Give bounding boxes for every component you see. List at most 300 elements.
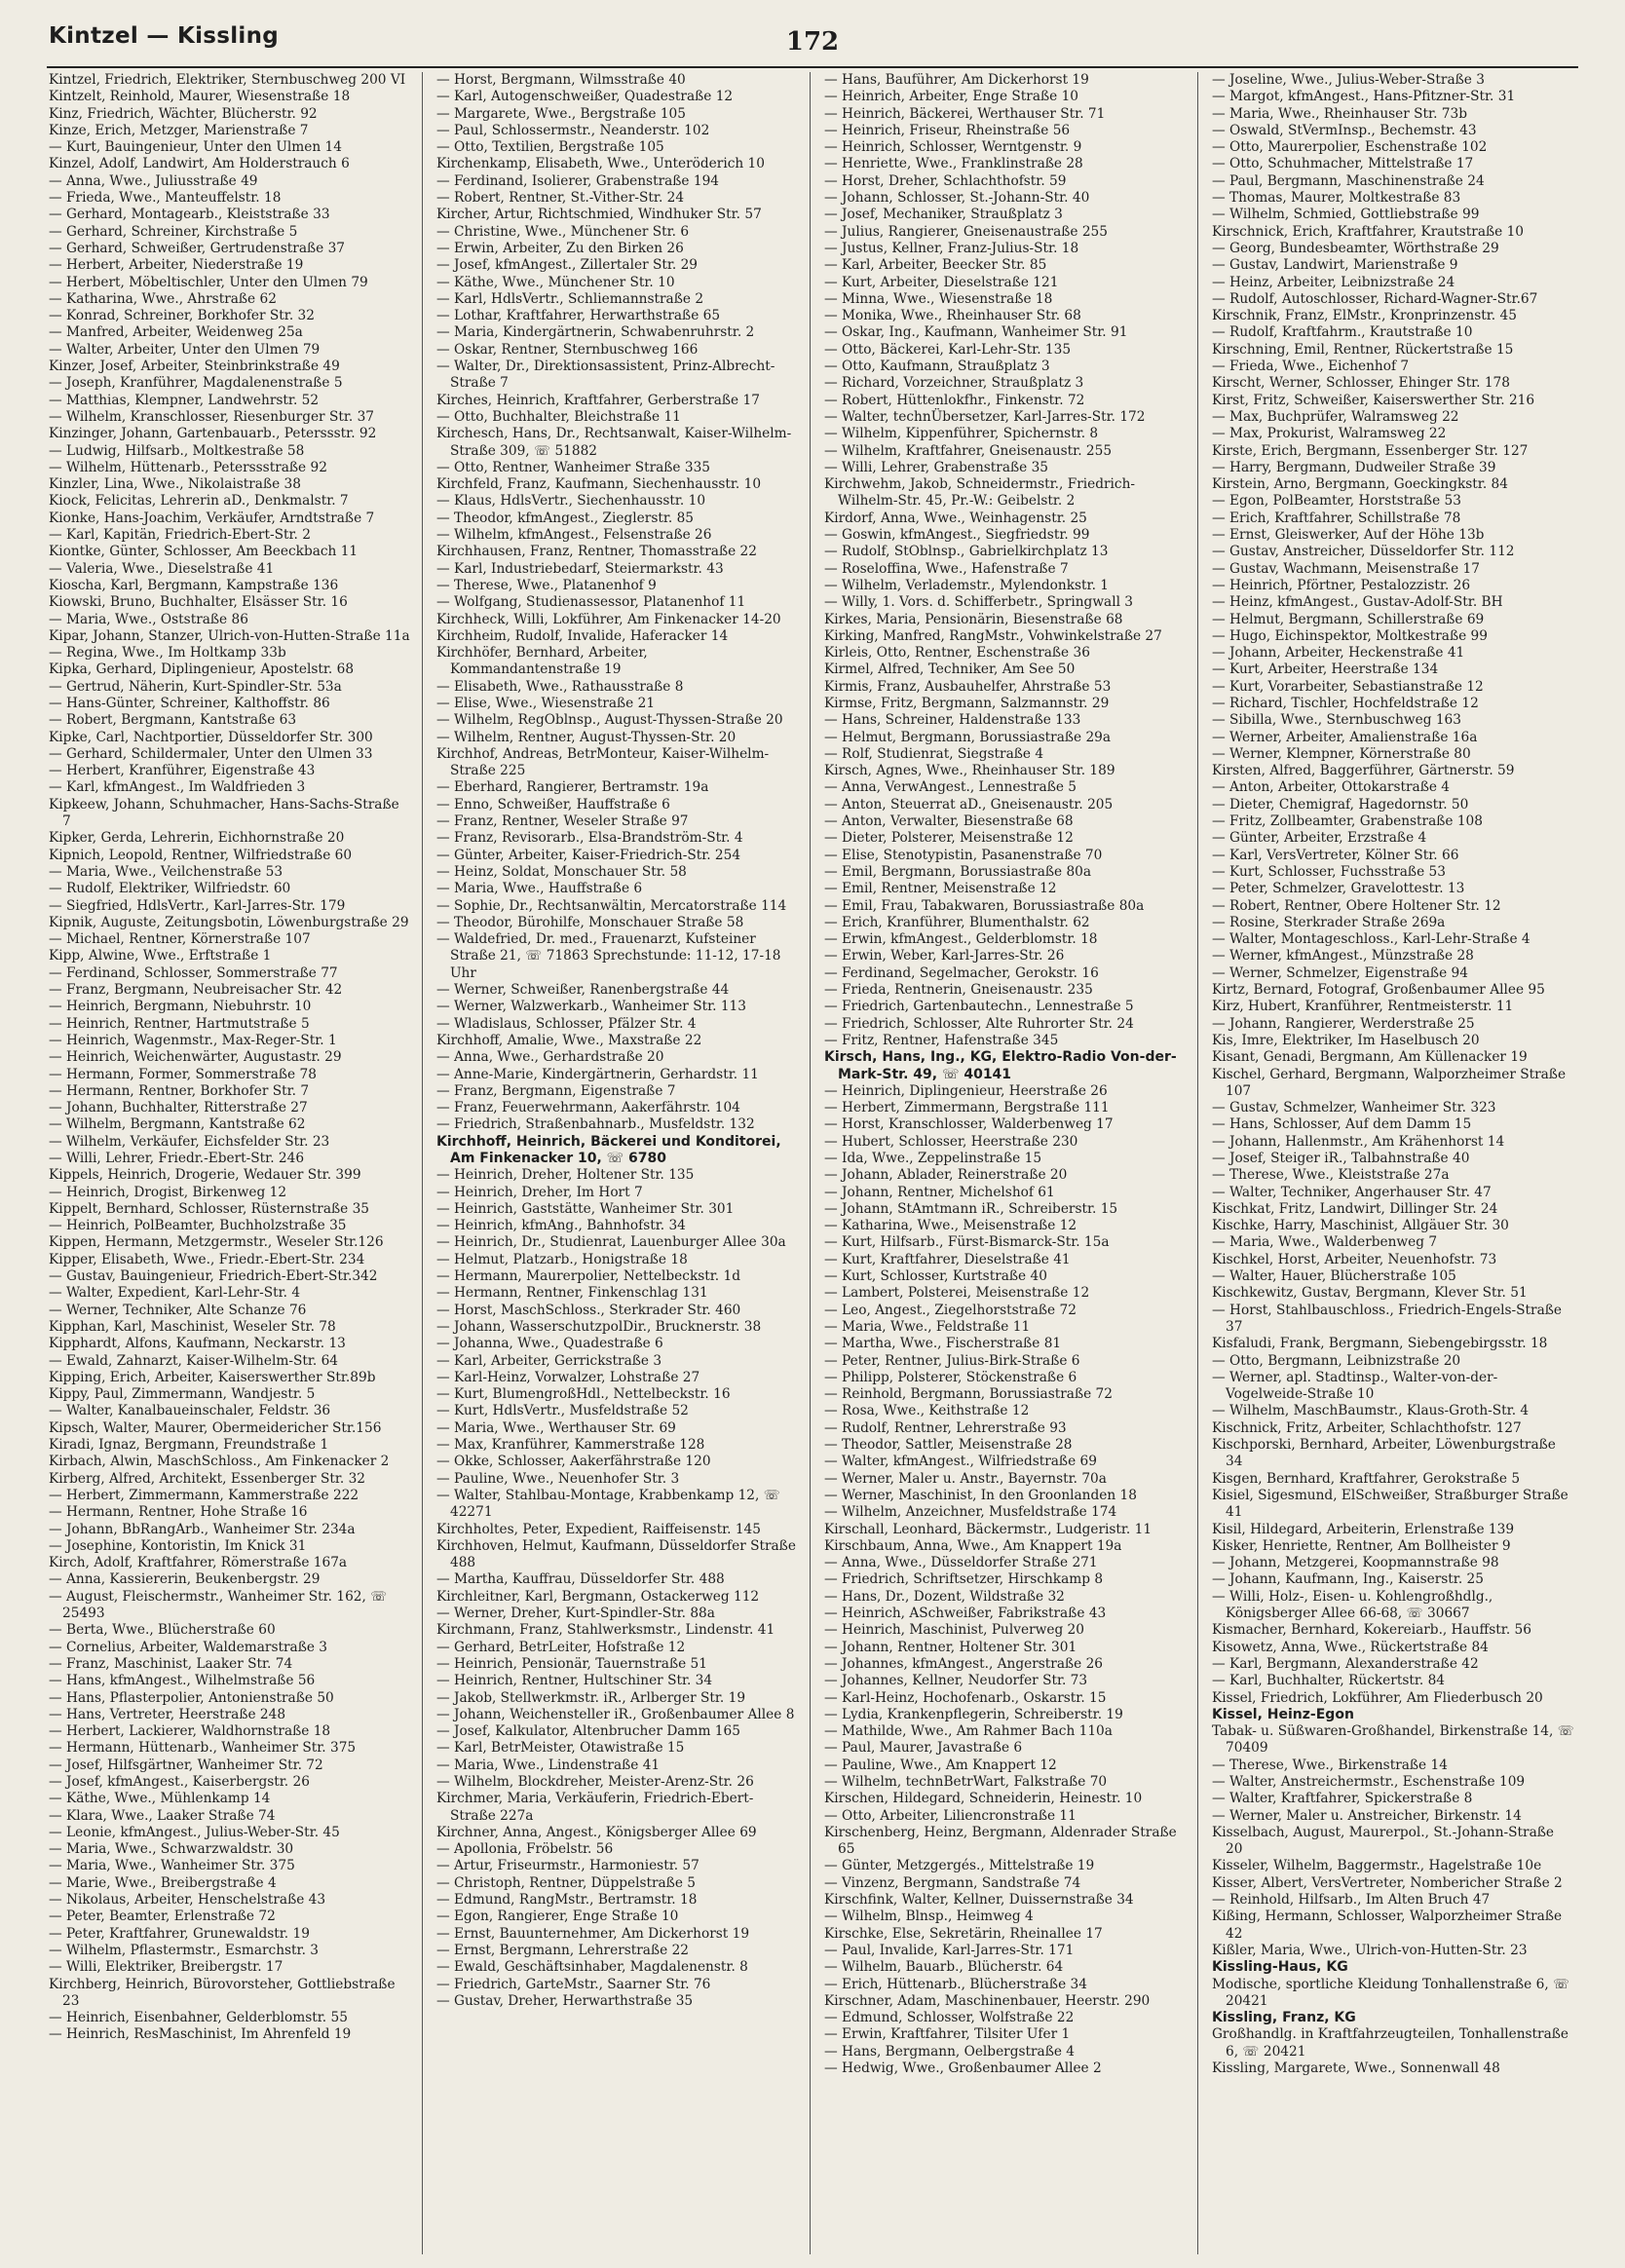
directory-entry: — Kurt, Schlosser, Kurtstraße 40 — [824, 1268, 1047, 1285]
directory-entry: — Heinz, Arbeiter, Leibnizstraße 24 — [1212, 274, 1455, 290]
directory-entry: — Otto, Arbeiter, Liliencronstraße 11 — [824, 1807, 1077, 1824]
directory-entry: — Otto, Textilien, Bergstraße 105 — [436, 139, 664, 156]
directory-entry: Kirchheim, Rudolf, Invalide, Haferacker 14 — [436, 627, 729, 644]
directory-entry: — Wilhelm, RegOblnsp., August-Thyssen-Straße 20 — [436, 712, 783, 729]
directory-entry: — Anton, Steuerrat aD., Gneisenaustr. 205 — [824, 796, 1114, 813]
directory-entry: — Werner, Walzwerkarb., Wanheimer Str. 113 — [436, 999, 746, 1015]
directory-entry: Kirchwehm, Jakob, Schneidermstr., Friedrich-Wilhelm-Str. 45, Pr.-W.: Geibelstr. 2 — [824, 476, 1136, 510]
directory-entry: — Maria, Wwe., Werthauser Str. 69 — [436, 1419, 676, 1436]
directory-entry: — Horst, Dreher, Schlachthofstr. 59 — [824, 172, 1067, 189]
directory-entry: — Heinrich, PolBeamter, Buchholzstraße 35 — [49, 1218, 347, 1234]
directory-entry: — Hermann, Hüttenarb., Wanheimer Str. 375 — [49, 1740, 357, 1757]
directory-entry: — Egon, Rangierer, Enge Straße 10 — [436, 1909, 679, 1925]
directory-entry: — Oskar, Ing., Kaufmann, Wanheimer Str. 91 — [824, 324, 1128, 341]
directory-entry: Kintzel, Friedrich, Elektriker, Sternbuschweg 200 VI — [49, 72, 406, 88]
directory-entry: — Horst, Bergmann, Wilmsstraße 40 — [436, 72, 686, 88]
directory-entry: — Robert, Hüttenlokfhr., Finkenstr. 72 — [824, 392, 1085, 408]
directory-entry: — Johannes, Kellner, Neudorfer Str. 73 — [824, 1673, 1088, 1689]
directory-entry: Kiock, Felicitas, Lehrerin aD., Denkmalstr. 7 — [49, 493, 349, 510]
directory-entry: Kischel, Gerhard, Bergmann, Walporzheimer Straße 107 — [1212, 1066, 1567, 1099]
directory-entry: — Klara, Wwe., Laaker Straße 74 — [49, 1807, 276, 1824]
directory-entry: Kischkewitz, Gustav, Bergmann, Klever Str. 51 — [1212, 1285, 1528, 1302]
directory-entry: — Ernst, Bergmann, Lehrerstraße 22 — [436, 1942, 689, 1958]
directory-entry: — Gerhard, Schweißer, Gertrudenstraße 37 — [49, 240, 345, 256]
directory-entry: — Peter, Beamter, Erlenstraße 72 — [49, 1909, 276, 1925]
directory-entry: — Erwin, Weber, Karl-Jarres-Str. 26 — [824, 948, 1065, 964]
directory-entry: Kirches, Heinrich, Kraftfahrer, Gerberstraße 17 — [436, 392, 760, 408]
directory-entry: — Therese, Wwe., Birkenstraße 14 — [1212, 1757, 1448, 1773]
directory-entry: — Monika, Wwe., Rheinhauser Str. 68 — [824, 308, 1081, 324]
directory-entry: — Richard, Tischler, Hochfeldstraße 12 — [1212, 695, 1479, 711]
directory-entry: — Willi, Lehrer, Grabenstraße 35 — [824, 459, 1049, 475]
directory-entry: Kinze, Erich, Metzger, Marienstraße 7 — [49, 122, 309, 138]
directory-entry: — Wilhelm, Kraftfahrer, Gneisenaustr. 255 — [824, 442, 1113, 459]
directory-entry: — Wolfgang, Studienassessor, Platanenhof 11 — [436, 594, 746, 611]
directory-entry: — Johann, Metzgerei, Koopmannstraße 98 — [1212, 1555, 1499, 1571]
directory-entry: — Leo, Angest., Ziegelhorststraße 72 — [824, 1302, 1077, 1318]
directory-entry: — Gerhard, Schreiner, Kirchstraße 5 — [49, 223, 298, 240]
directory-entry: — Wilhelm, Anzeichner, Musfeldstraße 174 — [824, 1504, 1117, 1521]
directory-entry: — Theodor, kfmAngest., Zieglerstr. 85 — [436, 510, 694, 526]
directory-entry: — Max, Buchprüfer, Walramsweg 22 — [1212, 408, 1459, 425]
directory-entry: Kirsten, Alfred, Baggerführer, Gärtnerstr. 59 — [1212, 763, 1515, 779]
directory-entry: — Heinrich, Wagenmstr., Max-Reger-Str. 1 — [49, 1032, 337, 1048]
directory-entry: — Maria, Wwe., Lindenstraße 41 — [436, 1757, 661, 1773]
directory-entry-business: Kirchhoff, Heinrich, Bäckerei und Konditorei, Am Finkenacker 10, ☏ 6780 — [436, 1133, 781, 1166]
directory-entry: — Fritz, Rentner, Hafenstraße 345 — [824, 1032, 1059, 1048]
directory-entry: — Kurt, BlumengroßHdl., Nettelbeckstr. 16 — [436, 1386, 731, 1403]
directory-entry: — Wilhelm, Pflastermstr., Esmarchstr. 3 — [49, 1942, 320, 1958]
directory-entry: — Kurt, Schlosser, Fuchsstraße 53 — [1212, 863, 1446, 880]
directory-entry: — Friedrich, Schriftsetzer, Hirschkamp 8 — [824, 1571, 1104, 1588]
directory-entry: — Max, Kranführer, Kammerstraße 128 — [436, 1437, 705, 1454]
directory-entry: — Willy, 1. Vors. d. Schifferbetr., Springwall 3 — [824, 594, 1134, 611]
directory-entry: — Artur, Friseurmstr., Harmoniestr. 57 — [436, 1858, 699, 1874]
directory-entry: Kiontke, Günter, Schlosser, Am Beeckbach 11 — [49, 544, 359, 560]
directory-entry: Kirstein, Arno, Bergmann, Goeckingkstr. 84 — [1212, 476, 1508, 493]
directory-entry: — Maria, Wwe., Rheinhauser Str. 73b — [1212, 105, 1467, 122]
directory-entry: — Walter, technÜbersetzer, Karl-Jarres-Str. 172 — [824, 408, 1146, 425]
directory-entry: — Oswald, StVermInsp., Bechemstr. 43 — [1212, 122, 1477, 138]
directory-entry: Kirchholtes, Peter, Expedient, Raiffeisenstr. 145 — [436, 1521, 761, 1537]
directory-entry: — Paul, Invalide, Karl-Jarres-Str. 171 — [824, 1942, 1075, 1958]
directory-entry: — Marie, Wwe., Breibergstraße 4 — [49, 1874, 277, 1891]
directory-entry: Kisser, Albert, VersVertreter, Nombericher Straße 2 — [1212, 1874, 1563, 1891]
directory-entry: Kischke, Harry, Maschinist, Allgäuer Str. 30 — [1212, 1218, 1509, 1234]
directory-entry: Kircher, Artur, Richtschmied, Windhuker Str. 57 — [436, 207, 762, 223]
directory-entry: — Rolf, Studienrat, Siegstraße 4 — [824, 745, 1044, 762]
directory-entry: Kipar, Johann, Stanzer, Ulrich-von-Hutten-Straße 11a — [49, 627, 410, 644]
directory-entry: — Rosa, Wwe., Keithstraße 12 — [824, 1403, 1030, 1419]
directory-entry: Kinzer, Josef, Arbeiter, Steinbrinkstraße 49 — [49, 359, 340, 375]
directory-entry: Großhandlg. in Kraftfahrzeugteilen, Tonhallenstraße 6, ☏ 20421 — [1212, 2026, 1568, 2060]
directory-entry: Kisseler, Wilhelm, Baggermstr., Hagelstraße 10e — [1212, 1858, 1542, 1874]
directory-entry: — Johann, WasserschutzpolDir., Brucknerstr. 38 — [436, 1318, 762, 1335]
directory-entry: — Johann, BbRangArb., Wanheimer Str. 234a — [49, 1521, 356, 1537]
directory-entry: Kirkes, Maria, Pensionärin, Biesenstraße 68 — [824, 611, 1123, 627]
directory-entry: — Georg, Bundesbeamter, Wörthstraße 29 — [1212, 240, 1499, 256]
directory-entry: — Wilhelm, Rentner, August-Thyssen-Str. 20 — [436, 729, 737, 745]
directory-entry: — Gerhard, Schildermaler, Unter den Ulmen 33 — [49, 745, 373, 762]
header-name-range: Kintzel — Kissling — [49, 23, 280, 49]
directory-entry: — Werner, apl. Stadtinsp., Walter-von-der-Vogelweide-Straße 10 — [1212, 1369, 1498, 1403]
directory-entry: — Karl, Industriebedarf, Steiermarkstr. 43 — [436, 560, 724, 577]
directory-entry: — Heinrich, Rentner, Hultschiner Str. 34 — [436, 1673, 713, 1689]
directory-entry: — Johann, Rentner, Michelshof 61 — [824, 1184, 1055, 1200]
directory-entry: — Heinrich, Dr., Studienrat, Lauenburger Allee 30a — [436, 1234, 786, 1251]
directory-entry: — Helmut, Platzarb., Honigstraße 18 — [436, 1251, 688, 1267]
directory-entry: Kisant, Genadi, Bergmann, Am Küllenacker 19 — [1212, 1049, 1528, 1066]
directory-entry: — Willi, Lehrer, Friedr.-Ebert-Str. 246 — [49, 1151, 305, 1166]
directory-entry: Kippen, Hermann, Metzgermstr., Weseler Str.126 — [49, 1234, 384, 1251]
directory-entry: — Mathilde, Wwe., Am Rahmer Bach 110a — [824, 1723, 1113, 1740]
directory-entry: Kirchberg, Heinrich, Bürovorsteher, Gottliebstraße 23 — [49, 1976, 396, 2009]
directory-entry: — Anna, Wwe., Düsseldorfer Straße 271 — [824, 1555, 1098, 1571]
directory-entry: Kirschning, Emil, Rentner, Rückertstraße 15 — [1212, 341, 1514, 358]
directory-entry: Kirschnick, Erich, Kraftfahrer, Krautstraße 10 — [1212, 223, 1525, 240]
directory-entry: — Klaus, HdlsVertr., Siechenhausstr. 10 — [436, 493, 706, 510]
directory-entry: Kippelt, Bernhard, Schlosser, Rüsternstraße 35 — [49, 1200, 370, 1217]
directory-entry: — Günter, Metzgergés., Mittelstraße 19 — [824, 1858, 1095, 1874]
directory-entry: — Josef, Hilfsgärtner, Wanheimer Str. 72 — [49, 1757, 323, 1773]
directory-entry: Kipphardt, Alfons, Kaufmann, Neckarstr. 13 — [49, 1336, 346, 1352]
directory-entry: Kirmse, Fritz, Bergmann, Salzmannstr. 29 — [824, 695, 1110, 711]
directory-entry: — Hans, Dr., Dozent, Wildstraße 32 — [824, 1588, 1065, 1605]
directory-entry: — Frieda, Wwe., Eichenhof 7 — [1212, 359, 1410, 375]
directory-entry: — Josephine, Kontoristin, Im Knick 31 — [49, 1537, 307, 1554]
directory-entry: — Fritz, Zollbeamter, Grabenstraße 108 — [1212, 813, 1483, 830]
directory-entry: — Heinrich, Bäckerei, Werthauser Str. 71 — [824, 105, 1106, 122]
directory-entry: — Peter, Rentner, Julius-Birk-Straße 6 — [824, 1352, 1080, 1369]
directory-entry: — Josef, Kalkulator, Altenbrucher Damm 165 — [436, 1723, 740, 1740]
directory-entry: — Ernst, Bauunternehmer, Am Dickerhorst 19 — [436, 1925, 750, 1942]
directory-entry: — Franz, Maschinist, Laaker Str. 74 — [49, 1655, 293, 1672]
directory-entry: — August, Fleischermstr., Wanheimer Str. 162, ☏ 25493 — [49, 1588, 388, 1622]
directory-entry: — Willi, Holz-, Eisen- u. Kohlengroßhdlg., Königsberger Allee 66-68, ☏ 30667 — [1212, 1588, 1493, 1622]
directory-entry: — Anne-Marie, Kindergärtnerin, Gerhardstr. 11 — [436, 1066, 759, 1082]
directory-entry: — Werner, Maschinist, In den Groonlanden 18 — [824, 1487, 1137, 1503]
directory-entry: Kißler, Maria, Wwe., Ulrich-von-Hutten-Str. 23 — [1212, 1942, 1528, 1958]
directory-entry: Kinz, Friedrich, Wächter, Blücherstr. 92 — [49, 105, 318, 122]
directory-entry: Kischnick, Fritz, Arbeiter, Schlachthofstr. 127 — [1212, 1419, 1522, 1436]
directory-entry: — Karl, BetrMeister, Otawistraße 15 — [436, 1740, 685, 1757]
directory-entry: — Johann, Schlosser, St.-Johann-Str. 40 — [824, 190, 1090, 207]
column-divider — [1197, 72, 1198, 2254]
directory-entry-business: Kissling-Haus, KG — [1212, 1959, 1348, 1976]
directory-entry: — Rudolf, Kraftfahrm., Krautstraße 10 — [1212, 324, 1473, 341]
directory-entry: — Rosine, Sterkrader Straße 269a — [1212, 914, 1446, 930]
directory-entry: — Franz, Rentner, Weseler Straße 97 — [436, 813, 689, 830]
directory-entry: — Wilhelm, MaschBaumstr., Klaus-Groth-Str. 4 — [1212, 1403, 1530, 1419]
directory-entry: Kipper, Elisabeth, Wwe., Friedr.-Ebert-Str. 234 — [49, 1251, 365, 1267]
directory-entry: Kionke, Hans-Joachim, Verkäufer, Arndtstraße 7 — [49, 510, 375, 526]
directory-entry: — Therese, Wwe., Kleiststraße 27a — [1212, 1167, 1450, 1184]
directory-entry: — Walter, Anstreichermstr., Eschenstraße 109 — [1212, 1773, 1526, 1790]
directory-entry: — Joseline, Wwe., Julius-Weber-Straße 3 — [1212, 72, 1485, 88]
directory-entry: — Herbert, Kranführer, Eigenstraße 43 — [49, 763, 316, 779]
directory-entry: Kirbach, Alwin, MaschSchloss., Am Finkenacker 2 — [49, 1454, 390, 1470]
directory-entry: — Karl, Kapitän, Friedrich-Ebert-Str. 2 — [49, 527, 311, 544]
directory-entry: — Theodor, Bürohilfe, Monschauer Straße 58 — [436, 914, 744, 930]
directory-entry: — Werner, kfmAngest., Münzstraße 28 — [1212, 948, 1474, 964]
directory-entry: — Regina, Wwe., Im Holtkamp 33b — [49, 645, 286, 662]
directory-entry: — Theodor, Sattler, Meisenstraße 28 — [824, 1437, 1073, 1454]
directory-entry: Kisil, Hildegard, Arbeiterin, Erlenstraße 139 — [1212, 1521, 1515, 1537]
directory-entry: — Gerhard, Montagearb., Kleiststraße 33 — [49, 207, 330, 223]
directory-entry: Kirking, Manfred, RangMstr., Vohwinkelstraße 27 — [824, 627, 1162, 644]
directory-entry: — Hans, Schreiner, Haldenstraße 133 — [824, 712, 1081, 729]
directory-entry: — Hubert, Schlosser, Heerstraße 230 — [824, 1133, 1078, 1150]
directory-entry: — Katharina, Wwe., Meisenstraße 12 — [824, 1218, 1077, 1234]
directory-entry: — Paul, Maurer, Javastraße 6 — [824, 1740, 1023, 1757]
directory-entry: — Thomas, Maurer, Moltkestraße 83 — [1212, 190, 1461, 207]
directory-entry: — Heinrich, Arbeiter, Enge Straße 10 — [824, 89, 1078, 105]
directory-entry: — Josef, kfmAngest., Kaiserbergstr. 26 — [49, 1773, 310, 1790]
directory-entry: — Hedwig, Wwe., Großenbaumer Allee 2 — [824, 2060, 1102, 2077]
directory-entry: Kirchhof, Andreas, BetrMonteur, Kaiser-Wilhelm-Straße 225 — [436, 745, 770, 779]
directory-entry: — Willi, Elektriker, Breibergstr. 17 — [49, 1959, 283, 1976]
directory-entry: Kirchhausen, Franz, Rentner, Thomasstraße 22 — [436, 544, 757, 560]
directory-entry: — Gustav, Landwirt, Marienstraße 9 — [1212, 257, 1458, 274]
directory-entry: — Herbert, Möbeltischler, Unter den Ulmen 79 — [49, 274, 368, 290]
directory-entry: — Gerhard, BetrLeiter, Hofstraße 12 — [436, 1639, 686, 1655]
directory-entry: Kiowski, Bruno, Buchhalter, Elsässer Str. 16 — [49, 594, 348, 611]
page-number: 172 — [785, 27, 840, 57]
directory-entry: Kirsch, Agnes, Wwe., Rheinhauser Str. 189 — [824, 763, 1115, 779]
directory-entry: — Heinz, kfmAngest., Gustav-Adolf-Str. BH — [1212, 594, 1503, 611]
directory-column-2 — [436, 72, 799, 2254]
directory-entry: — Otto, Bäckerei, Karl-Lehr-Str. 135 — [824, 341, 1072, 358]
directory-entry: — Elise, Wwe., Wiesenstraße 21 — [436, 695, 656, 711]
directory-entry: — Emil, Rentner, Meisenstraße 12 — [824, 881, 1057, 897]
directory-entry: — Gustav, Wachmann, Meisenstraße 17 — [1212, 560, 1480, 577]
directory-entry: Kipka, Gerhard, Diplingenieur, Apostelstr. 68 — [49, 662, 355, 678]
directory-entry: Kirdorf, Anna, Wwe., Weinhagenstr. 25 — [824, 510, 1087, 526]
directory-entry: — Franz, Bergmann, Neubreisacher Str. 42 — [49, 982, 343, 999]
directory-entry: — Günter, Arbeiter, Kaiser-Friedrich-Str. 254 — [436, 847, 741, 863]
directory-entry: — Rudolf, StOblnsp., Gabrielkirchplatz 13 — [824, 544, 1109, 560]
directory-entry: — Emil, Bergmann, Borussiastraße 80a — [824, 863, 1092, 880]
directory-entry: Kirchheck, Willi, Lokführer, Am Finkenacker 14-20 — [436, 611, 781, 627]
directory-entry: Kissling, Margarete, Wwe., Sonnenwall 48 — [1212, 2060, 1500, 2077]
directory-entry: Kirmis, Franz, Ausbauhelfer, Ahrstraße 53 — [824, 678, 1112, 695]
directory-entry: — Heinrich, Pförtner, Pestalozzistr. 26 — [1212, 577, 1471, 593]
directory-entry: Kipnik, Auguste, Zeitungsbotin, Löwenburgstraße 29 — [49, 914, 409, 930]
directory-entry: Kirberg, Alfred, Architekt, Essenberger Str. 32 — [49, 1470, 365, 1487]
directory-entry: — Oskar, Rentner, Sternbuschweg 166 — [436, 341, 699, 358]
directory-entry: Kirchhoff, Amalie, Wwe., Maxstraße 22 — [436, 1032, 702, 1048]
directory-entry: — Johann, Hallenmstr., Am Krähenhorst 14 — [1212, 1133, 1505, 1150]
directory-entry: Kisfaludi, Frank, Bergmann, Siebengebirgsstr. 18 — [1212, 1336, 1548, 1352]
directory-entry: Kirschall, Leonhard, Bäckermstr., Ludgeristr. 11 — [824, 1521, 1153, 1537]
directory-entry: — Lothar, Kraftfahrer, Herwarthstraße 65 — [436, 308, 721, 324]
directory-column-1 — [49, 72, 411, 2254]
directory-entry: — Karl-Heinz, Hochofenarb., Oskarstr. 15 — [824, 1689, 1107, 1706]
directory-entry: — Kurt, Vorarbeiter, Sebastianstraße 12 — [1212, 678, 1484, 695]
directory-entry: — Martha, Wwe., Fischerstraße 81 — [824, 1336, 1062, 1352]
directory-entry: — Walter, Hauer, Blücherstraße 105 — [1212, 1268, 1456, 1285]
directory-entry: — Henriette, Wwe., Franklinstraße 28 — [824, 156, 1083, 172]
directory-entry: — Werner, Dreher, Kurt-Spindler-Str. 88a — [436, 1606, 715, 1622]
directory-entry: — Heinrich, Weichenwärter, Augustastr. 29 — [49, 1049, 342, 1066]
directory-entry: — Heinz, Soldat, Monschauer Str. 58 — [436, 863, 687, 880]
directory-entry: — Manfred, Arbeiter, Weidenweg 25a — [49, 324, 303, 341]
directory-entry: — Wilhelm, Bauarb., Blücherstr. 64 — [824, 1959, 1064, 1976]
directory-entry: — Gustav, Bauingenieur, Friedrich-Ebert-Str.342 — [49, 1268, 378, 1285]
directory-entry: — Dieter, Polsterer, Meisenstraße 12 — [824, 830, 1074, 847]
directory-entry: Kirschfink, Walter, Kellner, Duissernstraße 34 — [824, 1892, 1134, 1909]
directory-entry: — Ferdinand, Schlosser, Sommerstraße 77 — [49, 964, 338, 981]
directory-entry: — Robert, Rentner, St.-Vither-Str. 24 — [436, 190, 685, 207]
directory-entry: — Käthe, Wwe., Mühlenkamp 14 — [49, 1791, 271, 1807]
directory-entry: — Joseph, Kranführer, Magdalenenstraße 5 — [49, 375, 343, 392]
directory-entry: — Maria, Wwe., Veilchenstraße 53 — [49, 863, 283, 880]
directory-entry: Kirchmann, Franz, Stahlwerksmstr., Lindenstr. 41 — [436, 1622, 775, 1639]
directory-entry: Kirschnik, Franz, ElMstr., Kronprinzenstr. 45 — [1212, 308, 1517, 324]
directory-entry: — Maria, Wwe., Feldstraße 11 — [824, 1318, 1031, 1335]
directory-entry: — Johannes, kfmAngest., Angerstraße 26 — [824, 1655, 1104, 1672]
directory-entry: — Egon, PolBeamter, Horststraße 53 — [1212, 493, 1461, 510]
directory-entry: — Dieter, Chemigraf, Hagedornstr. 50 — [1212, 796, 1469, 813]
directory-entry: — Horst, Stahlbauschloss., Friedrich-Engels-Straße 37 — [1212, 1302, 1563, 1335]
directory-entry: Kirchhöfer, Bernhard, Arbeiter, Kommandantenstraße 19 — [436, 645, 648, 678]
directory-entry: — Robert, Rentner, Obere Holtener Str. 12 — [1212, 897, 1501, 914]
directory-entry: — Rudolf, Rentner, Lehrerstraße 93 — [824, 1419, 1067, 1436]
directory-entry: — Helmut, Bergmann, Borussiastraße 29a — [824, 729, 1112, 745]
directory-entry: Kipsch, Walter, Maurer, Obermeidericher Str.156 — [49, 1419, 382, 1436]
directory-entry: — Werner, Arbeiter, Amalienstraße 16a — [1212, 729, 1478, 745]
directory-entry: — Justus, Kellner, Franz-Julius-Str. 18 — [824, 240, 1079, 256]
directory-entry: — Emil, Frau, Tabakwaren, Borussiastraße 80a — [824, 897, 1145, 914]
directory-entry: Kirschen, Hildegard, Schneiderin, Heinestr. 10 — [824, 1791, 1143, 1807]
directory-entry: — Hans, Pflasterpolier, Antonienstraße 50 — [49, 1689, 334, 1706]
directory-entry: Kirschke, Else, Sekretärin, Rheinallee 17 — [824, 1925, 1103, 1942]
directory-entry: Kißing, Hermann, Schlosser, Walporzheimer Straße 42 — [1212, 1909, 1563, 1942]
directory-entry: — Hermann, Maurerpolier, Nettelbeckstr. 1d — [436, 1268, 740, 1285]
directory-entry: Kirchfeld, Franz, Kaufmann, Siechenhausstr. 10 — [436, 476, 762, 493]
directory-entry: — Werner, Techniker, Alte Schanze 76 — [49, 1302, 307, 1318]
directory-entry: — Josef, Steiger iR., Talbahnstraße 40 — [1212, 1151, 1470, 1166]
directory-entry: — Friedrich, Gartenbautechn., Lennestraße 5 — [824, 999, 1134, 1015]
directory-entry: Kis, Imre, Elektriker, Im Haselbusch 20 — [1212, 1032, 1480, 1048]
directory-entry: — Gertrud, Näherin, Kurt-Spindler-Str. 53a — [49, 678, 342, 695]
directory-entry: Kisgen, Bernhard, Kraftfahrer, Gerokstraße 5 — [1212, 1470, 1521, 1487]
directory-entry: — Erwin, Arbeiter, Zu den Birken 26 — [436, 240, 684, 256]
directory-entry: — Karl, kfmAngest., Im Waldfrieden 3 — [49, 779, 306, 796]
directory-entry: — Reinhold, Hilfsarb., Im Alten Bruch 47 — [1212, 1892, 1491, 1909]
directory-entry: — Josef, kfmAngest., Zillertaler Str. 29 — [436, 257, 699, 274]
directory-entry: — Matthias, Klempner, Landwehrstr. 52 — [49, 392, 320, 408]
directory-entry: — Hans-Günter, Schreiner, Kalthoffstr. 86 — [49, 695, 330, 711]
directory-entry: — Elise, Stenotypistin, Pasanenstraße 70 — [824, 847, 1103, 863]
directory-entry: Kisowetz, Anna, Wwe., Rückertstraße 84 — [1212, 1639, 1489, 1655]
directory-entry: Kirschner, Adam, Maschinenbauer, Heerstr. 290 — [824, 1992, 1151, 2009]
directory-entry: — Otto, Kaufmann, Straußplatz 3 — [824, 359, 1050, 375]
directory-entry-business: Kissel, Heinz-Egon — [1212, 1706, 1354, 1722]
directory-entry: — Käthe, Wwe., Münchener Str. 10 — [436, 274, 675, 290]
directory-entry: — Margarete, Wwe., Bergstraße 105 — [436, 105, 686, 122]
directory-entry: — Wilhelm, Blnsp., Heimweg 4 — [824, 1909, 1034, 1925]
directory-entry: Kischkat, Fritz, Landwirt, Dillinger Str. 24 — [1212, 1200, 1498, 1217]
directory-entry: — Paul, Schlossermstr., Neanderstr. 102 — [436, 122, 710, 138]
directory-entry: — Franz, Feuerwehrmann, Aakerfährstr. 104 — [436, 1100, 740, 1116]
directory-entry: Kippels, Heinrich, Drogerie, Wedauer Str. 399 — [49, 1167, 361, 1184]
directory-entry: Kissel, Friedrich, Lokführer, Am Fliederbusch 20 — [1212, 1689, 1543, 1706]
directory-entry: — Margot, kfmAngest., Hans-Pfitzner-Str. 31 — [1212, 89, 1516, 105]
directory-entry: Kipp, Alwine, Wwe., Erftstraße 1 — [49, 948, 272, 964]
directory-entry: Kismacher, Bernhard, Kokereiarb., Hauffstr. 56 — [1212, 1622, 1531, 1639]
directory-entry: — Walter, Montageschloss., Karl-Lehr-Straße 4 — [1212, 931, 1531, 948]
directory-entry: Kioscha, Karl, Bergmann, Kampstraße 136 — [49, 577, 339, 593]
directory-entry: Kirscht, Werner, Schlosser, Ehinger Str. 178 — [1212, 375, 1510, 392]
directory-entry: — Werner, Maler u. Anstreicher, Birkenstr. 14 — [1212, 1807, 1522, 1824]
directory-entry: — Johann, Kaufmann, Ing., Kaiserstr. 25 — [1212, 1571, 1484, 1588]
directory-entry: Kirchmer, Maria, Verkäuferin, Friedrich-Ebert-Straße 227a — [436, 1791, 754, 1824]
directory-entry-business: Kirsch, Hans, Ing., KG, Elektro-Radio Von-der-Mark-Str. 49, ☏ 40141 — [824, 1049, 1177, 1082]
directory-entry: — Gustav, Schmelzer, Wanheimer Str. 323 — [1212, 1100, 1496, 1116]
directory-entry: — Heinrich, Dreher, Holtener Str. 135 — [436, 1167, 695, 1184]
directory-entry: — Herbert, Zimmermann, Kammerstraße 222 — [49, 1487, 359, 1503]
directory-entry: — Kurt, Arbeiter, Heerstraße 134 — [1212, 662, 1439, 678]
directory-entry: — Anna, VerwAngest., Lennestraße 5 — [824, 779, 1077, 796]
directory-entry: — Hans, Schlosser, Auf dem Damm 15 — [1212, 1116, 1472, 1133]
page-header — [47, 21, 1578, 68]
directory-entry: — Edmund, RangMstr., Bertramstr. 18 — [436, 1892, 698, 1909]
directory-entry: — Minna, Wwe., Wiesenstraße 18 — [824, 290, 1053, 307]
directory-entry: — Hans, kfmAngest., Wilhelmstraße 56 — [49, 1673, 316, 1689]
directory-entry: — Erwin, kfmAngest., Gelderblomstr. 18 — [824, 931, 1098, 948]
directory-entry: — Maria, Wwe., Hauffstraße 6 — [436, 881, 643, 897]
directory-entry: — Julius, Rangierer, Gneisenaustraße 255 — [824, 223, 1108, 240]
directory-entry: — Gustav, Anstreicher, Düsseldorfer Str. 112 — [1212, 544, 1515, 560]
directory-entry: — Maria, Wwe., Oststraße 86 — [49, 611, 248, 627]
directory-entry: Kirchhoven, Helmut, Kaufmann, Düsseldorfer Straße 488 — [436, 1537, 796, 1571]
directory-entry: — Philipp, Polsterer, Stöckenstraße 6 — [824, 1369, 1077, 1385]
directory-entry: Kippy, Paul, Zimmermann, Wandjestr. 5 — [49, 1386, 316, 1403]
directory-entry: — Wilhelm, Kranschlosser, Riesenburger Str. 37 — [49, 408, 374, 425]
directory-entry: Kischporski, Bernhard, Arbeiter, Löwenburgstraße 34 — [1212, 1437, 1556, 1470]
directory-entry: — Walter, Techniker, Angerhauser Str. 47 — [1212, 1184, 1492, 1200]
directory-entry: — Heinrich, Maschinist, Pulverweg 20 — [824, 1622, 1084, 1639]
directory-entry: — Heinrich, ASchweißer, Fabrikstraße 43 — [824, 1606, 1107, 1622]
directory-entry-business: Kissling, Franz, KG — [1212, 2010, 1356, 2026]
directory-column-4 — [1212, 72, 1574, 2254]
directory-entry: Kirchner, Anna, Angest., Königsberger Allee 69 — [436, 1824, 757, 1840]
directory-entry: Kipping, Erich, Arbeiter, Kaiserswerther Str.89b — [49, 1369, 376, 1385]
directory-entry: — Heinrich, Drogist, Birkenweg 12 — [49, 1184, 287, 1200]
directory-entry: — Frieda, Wwe., Manteuffelstr. 18 — [49, 190, 282, 207]
directory-entry: Kipker, Gerda, Lehrerin, Eichhornstraße 20 — [49, 830, 345, 847]
directory-entry: — Werner, Schmelzer, Eigenstraße 94 — [1212, 964, 1468, 981]
directory-entry: — Johann, Rangierer, Werderstraße 25 — [1212, 1015, 1475, 1032]
directory-entry: — Lambert, Polsterei, Meisenstraße 12 — [824, 1285, 1090, 1302]
directory-entry: — Martha, Kauffrau, Düsseldorfer Str. 488 — [436, 1571, 725, 1588]
directory-entry: Kintzelt, Reinhold, Maurer, Wiesenstraße 18 — [49, 89, 351, 105]
directory-entry: — Maria, Kindergärtnerin, Schwabenruhrstr. 2 — [436, 324, 755, 341]
directory-entry: — Enno, Schweißer, Hauffstraße 6 — [436, 796, 670, 813]
directory-entry: — Josef, Mechaniker, Straußplatz 3 — [824, 207, 1063, 223]
directory-entry: — Lydia, Krankenpflegerin, Schreiberstr. 19 — [824, 1706, 1123, 1722]
directory-entry: — Ewald, Zahnarzt, Kaiser-Wilhelm-Str. 64 — [49, 1352, 338, 1369]
directory-entry: — Herbert, Zimmermann, Bergstraße 111 — [824, 1100, 1110, 1116]
directory-entry: — Wilhelm, kfmAngest., Felsenstraße 26 — [436, 527, 712, 544]
directory-entry: — Hermann, Former, Sommerstraße 78 — [49, 1066, 317, 1082]
directory-entry: — Herbert, Lackierer, Waldhornstraße 18 — [49, 1723, 331, 1740]
directory-entry: — Christine, Wwe., Münchener Str. 6 — [436, 223, 690, 240]
directory-entry: — Valeria, Wwe., Dieselstraße 41 — [49, 560, 275, 577]
directory-entry: — Karl, VersVertreter, Kölner Str. 66 — [1212, 847, 1459, 863]
directory-entry: Kinzel, Adolf, Landwirt, Am Holderstrauch 6 — [49, 156, 350, 172]
